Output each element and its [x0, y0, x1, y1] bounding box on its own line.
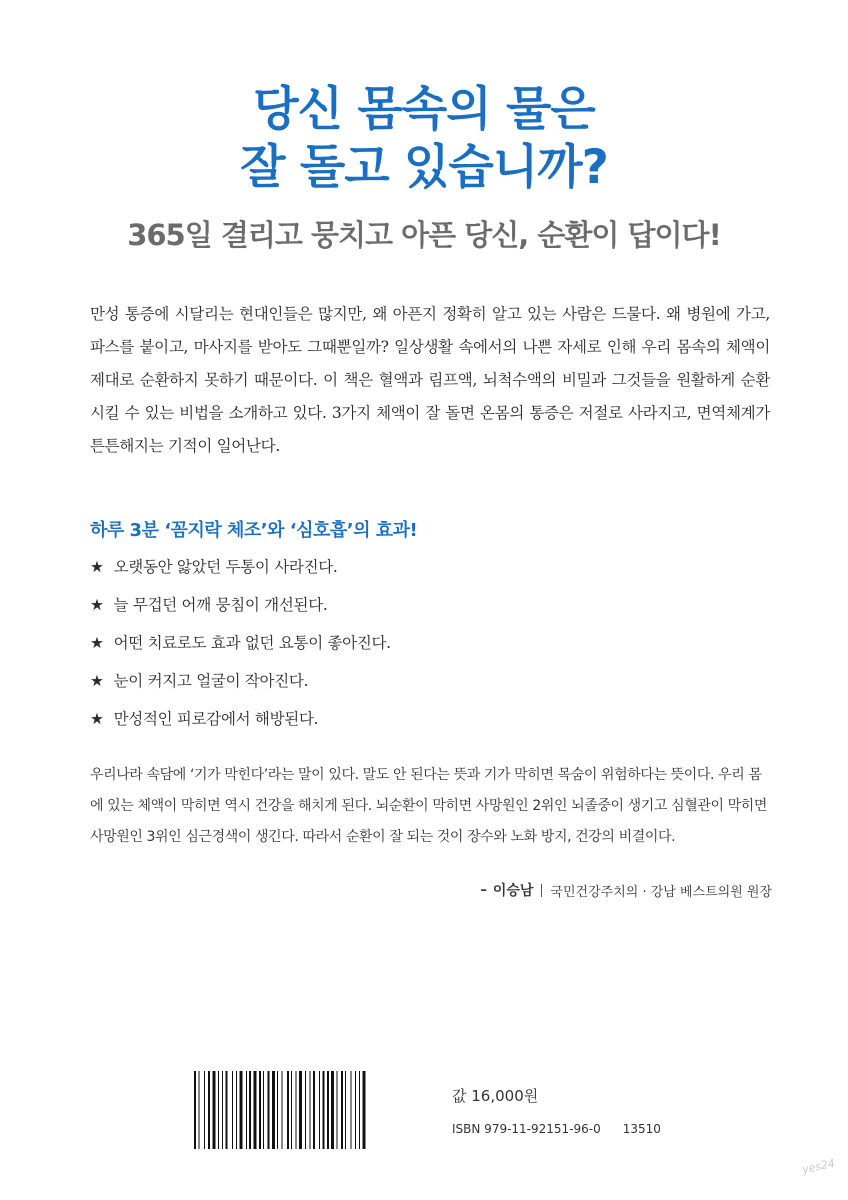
benefit-item	[90, 554, 770, 592]
author-role: 국민건강주치의 · 강남 베스트의원 원장	[550, 884, 772, 900]
author-name: 이승남	[492, 883, 534, 899]
isbn-line	[452, 1122, 661, 1136]
barcode-icon	[192, 1071, 428, 1149]
benefit-item	[90, 592, 770, 630]
benefit-text: 오랫동안 앓았던 두통이 사라진다.	[113, 558, 338, 576]
benefit-item	[90, 706, 770, 744]
headline-line-2: 잘 돌고 있습니까?	[240, 140, 608, 195]
star-icon: ★	[90, 596, 104, 614]
section-title: 하루 3분 ‘꼼지락 체조’와 ‘심호흡’의 효과!	[90, 520, 418, 541]
price-label: 값 16,000원	[452, 1087, 539, 1105]
barcode	[192, 1071, 428, 1149]
star-icon: ★	[90, 558, 104, 576]
benefit-text: 늘 무겁던 어깨 뭉침이 개선된다.	[113, 596, 328, 614]
intro-paragraph: 만성 통증에 시달리는 현대인들은 많지만, 왜 아픈지 정확히 알고 있는 사람은 드물다. 왜 병원에 가고, 파스를 붙이고, 마사지를 받아도 그때뿐일까? 일상생활 속에서의 나쁜 자세로 인해 우리 몸속의 체액이 제대로 순환하지 못하기 때문이다. 이 책은 혈액과 림프액, 뇌척수액의 비밀과 그것들을 원활하게 순환시킬 수 있는 비법을 소개하고 있다. 3가지 체액이 잘 돌면 온몸의 통증은 저절로 사라지고, 면역체계가 튼튼해지는 기적이 일어난다.	[90, 305, 770, 455]
isbn-number: ISBN 979-11-92151-96-0	[452, 1122, 601, 1136]
star-icon: ★	[90, 710, 104, 728]
star-icon: ★	[90, 672, 104, 690]
benefit-text: 눈이 커지고 얼굴이 작아진다.	[113, 672, 309, 690]
author-attribution	[480, 880, 772, 900]
attribution-divider	[541, 884, 542, 897]
subheadline: 365일 결리고 뭉치고 아픈 당신, 순환이 답이다!	[127, 218, 721, 252]
benefit-text: 어떤 치료로도 효과 없던 요통이 좋아진다.	[113, 634, 391, 652]
isbn-code: 13510	[622, 1122, 661, 1136]
quote-paragraph: 우리나라 속담에 ‘기가 막힌다’라는 말이 있다. 말도 안 된다는 뜻과 기가 막히면 목숨이 위험하다는 뜻이다. 우리 몸에 있는 체액이 막히면 역시 건강을 해치게 된다. 뇌순환이 막히면 사망원인 2위인 뇌졸중이 생기고 심혈관이 막히면 사망원인 3위인 심근경색이 생긴다. 따라서 순환이 잘 되는 것이 장수와 노화 방지, 건강의 비결이다.	[90, 767, 768, 845]
benefit-list	[90, 554, 770, 744]
headline-line-1: 당신 몸속의 물은	[253, 82, 595, 137]
watermark-logo: yes24	[801, 1156, 837, 1177]
star-icon: ★	[90, 634, 104, 652]
benefit-item	[90, 668, 770, 706]
benefit-text: 만성적인 피로감에서 해방된다.	[113, 710, 319, 728]
benefit-item	[90, 630, 770, 668]
attribution-dash: –	[480, 882, 487, 898]
